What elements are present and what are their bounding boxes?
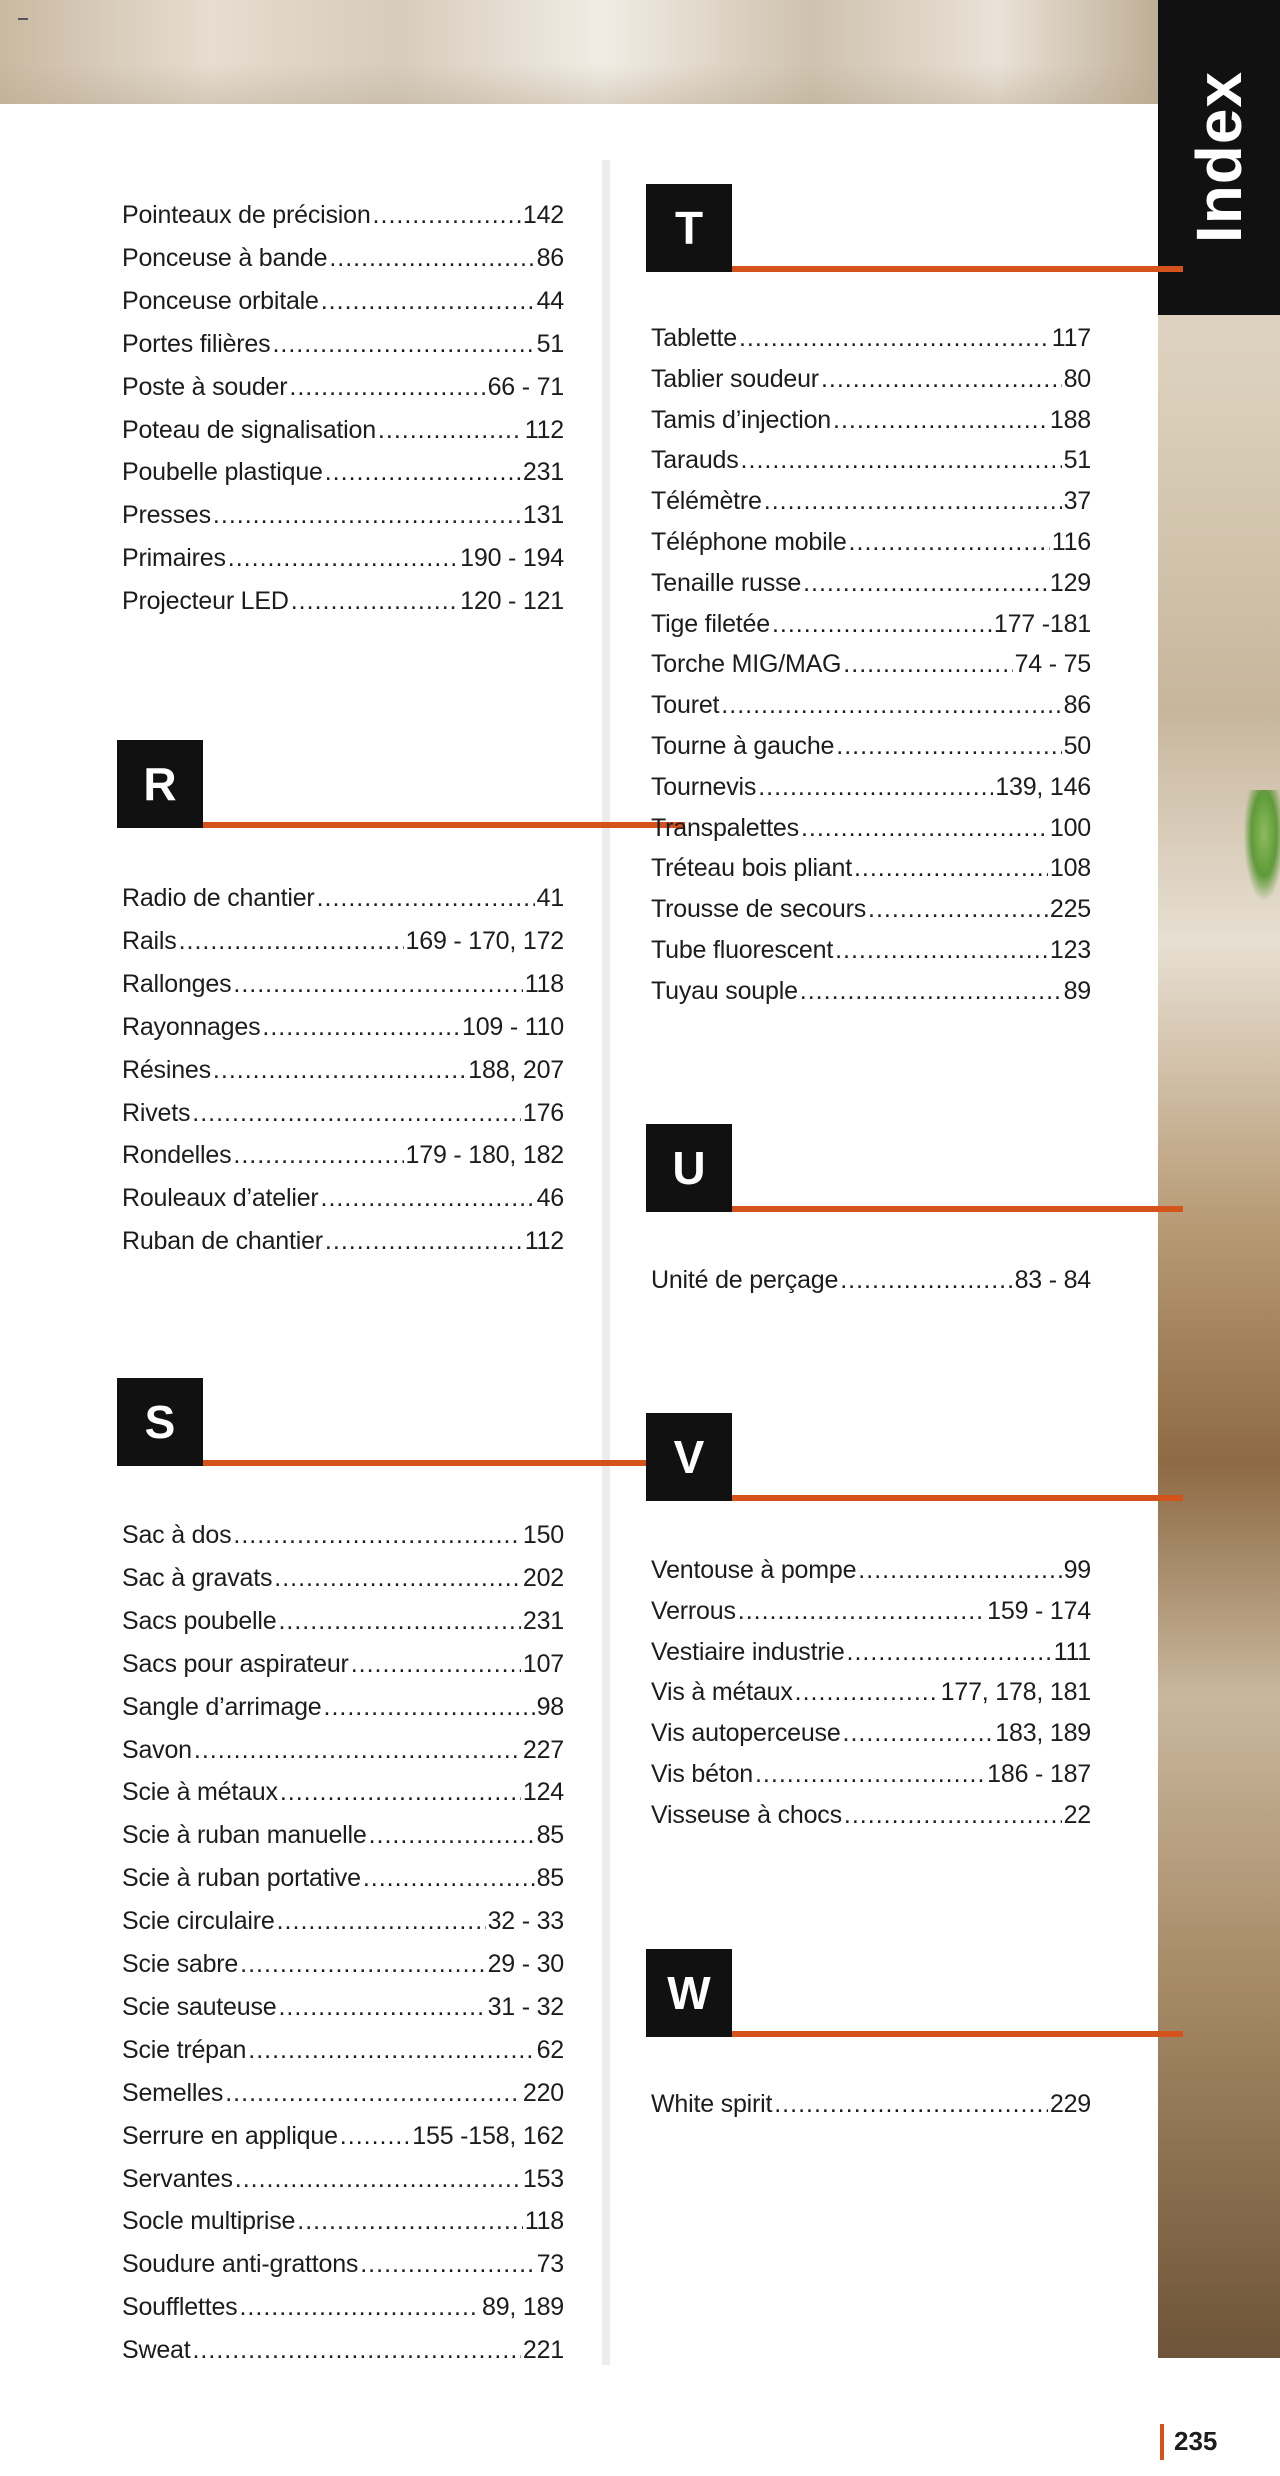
- entry-pages: 22: [1063, 1800, 1091, 1829]
- entry-term: Touret: [651, 691, 720, 720]
- dot-leader: [277, 1905, 486, 1937]
- entry-term: Sweat: [122, 2336, 191, 2365]
- index-entry: [122, 285, 564, 317]
- index-entry: [651, 1758, 1091, 1790]
- section-letter: S: [117, 1378, 203, 1466]
- entry-term: Torche MIG/MAG: [651, 650, 842, 679]
- dot-leader: [868, 893, 1048, 925]
- letter-section-header: [646, 1413, 1183, 1501]
- dot-leader: [194, 1734, 521, 1766]
- index-entry: [122, 1519, 564, 1551]
- entry-term: Scie à ruban portative: [122, 1864, 361, 1893]
- index-entry: [122, 2291, 564, 2323]
- section-letter: V: [646, 1413, 732, 1501]
- letter-section-header: [646, 1949, 1183, 2037]
- entry-term: Scie sauteuse: [122, 1992, 277, 2021]
- dot-leader: [369, 1819, 535, 1851]
- index-entry: [651, 975, 1091, 1007]
- index-entry: [651, 1676, 1091, 1708]
- entry-pages: 177 -181: [993, 609, 1091, 638]
- entry-pages: 179 - 180, 182: [405, 1141, 564, 1170]
- index-entry: [122, 1905, 564, 1937]
- index-entry: [651, 1554, 1091, 1586]
- index-entry: [122, 1011, 564, 1043]
- column-divider: [602, 160, 610, 2365]
- entry-pages: 86: [536, 243, 564, 272]
- entry-term: Tube fluorescent: [651, 936, 834, 964]
- dot-leader: [179, 925, 404, 957]
- entry-pages: 50: [1063, 732, 1091, 760]
- dot-leader: [213, 499, 521, 531]
- index-entry: [122, 542, 564, 574]
- entry-pages: 177, 178, 181: [940, 1678, 1091, 1707]
- dot-leader: [758, 771, 993, 803]
- entry-pages: 231: [522, 458, 564, 487]
- dot-leader: [240, 1948, 485, 1980]
- dot-leader: [844, 1799, 1062, 1831]
- index-entry: [651, 1717, 1091, 1749]
- entry-term: Scie trépan: [122, 2035, 247, 2064]
- letter-section-header: [117, 740, 685, 828]
- dot-leader: [373, 199, 521, 231]
- index-entry: [651, 363, 1091, 395]
- index-entry: [651, 852, 1091, 884]
- dot-leader: [363, 1862, 535, 1894]
- entry-term: Soudure anti-grattons: [122, 2250, 359, 2279]
- entry-term: Ventouse à pompe: [651, 1556, 857, 1584]
- index-entry: [122, 585, 564, 617]
- index-entry: [122, 2077, 564, 2109]
- entry-pages: 85: [536, 1864, 564, 1893]
- dot-leader: [213, 1054, 466, 1086]
- dot-leader: [248, 2034, 534, 2066]
- entry-pages: 51: [1063, 446, 1091, 475]
- entry-pages: 112: [524, 1227, 564, 1256]
- index-entry: [651, 648, 1091, 680]
- entry-term: Rails: [122, 926, 177, 955]
- entry-term: Rivets: [122, 1098, 191, 1127]
- index-entry: [651, 608, 1091, 640]
- index-entry: [122, 1776, 564, 1808]
- entry-pages: 202: [522, 1563, 564, 1592]
- index-entry: [651, 1636, 1091, 1668]
- section-rule: [203, 1460, 685, 1466]
- dot-leader: [800, 975, 1062, 1007]
- entry-term: Scie à ruban manuelle: [122, 1821, 367, 1850]
- entry-term: Primaires: [122, 544, 226, 573]
- dot-leader: [774, 2088, 1048, 2120]
- index-entry: [122, 1819, 564, 1851]
- entry-pages: 129: [1049, 568, 1091, 597]
- index-entry: [122, 414, 564, 446]
- entry-pages: 98: [536, 1692, 564, 1721]
- entry-pages: 221: [522, 2336, 564, 2365]
- dot-leader: [378, 414, 523, 446]
- entry-term: Vis à métaux: [651, 1678, 793, 1707]
- entry-term: Soufflettes: [122, 2293, 238, 2322]
- index-entry: [651, 485, 1091, 517]
- section-letter: U: [646, 1124, 732, 1212]
- entry-pages: 32 - 33: [487, 1907, 564, 1936]
- dot-leader: [858, 1554, 1061, 1586]
- index-entry: [651, 771, 1091, 803]
- entry-pages: 117: [1051, 324, 1091, 352]
- section-letter: T: [646, 184, 732, 272]
- entry-term: Socle multiprise: [122, 2207, 296, 2236]
- dot-leader: [225, 2077, 521, 2109]
- index-entry: [122, 456, 564, 488]
- entry-pages: 112: [524, 415, 564, 444]
- entry-term: Ponceuse orbitale: [122, 286, 319, 315]
- entry-pages: 176: [522, 1098, 564, 1127]
- index-entry: [122, 2163, 564, 2195]
- entry-term: Tournevis: [651, 772, 757, 801]
- entry-term: Unité de perçage: [651, 1266, 839, 1294]
- entry-pages: 107: [522, 1649, 564, 1678]
- entry-term: Tarauds: [651, 446, 739, 475]
- entry-pages: 159 - 174: [987, 1596, 1091, 1625]
- entry-term: Rondelles: [122, 1141, 232, 1170]
- entry-pages: 46: [536, 1184, 564, 1213]
- entry-term: Sac à gravats: [122, 1563, 273, 1592]
- entry-pages: 229: [1049, 2090, 1091, 2118]
- section-letter: R: [117, 740, 203, 828]
- entry-pages: 73: [536, 2250, 564, 2279]
- dot-leader: [772, 608, 992, 640]
- dot-leader: [840, 1264, 1012, 1296]
- entry-term: Tablette: [651, 324, 737, 352]
- index-entry: [651, 689, 1091, 721]
- index-entry: [122, 968, 564, 1000]
- dot-leader: [274, 1562, 521, 1594]
- index-entry: [651, 1799, 1091, 1831]
- dot-leader: [272, 328, 534, 360]
- entry-pages: 155 -158, 162: [412, 2121, 564, 2150]
- entry-pages: 44: [536, 286, 564, 315]
- entry-pages: 89: [1063, 976, 1091, 1005]
- entry-term: Semelles: [122, 2078, 224, 2107]
- dot-leader: [329, 242, 534, 274]
- index-entry: [122, 1562, 564, 1594]
- dot-leader: [755, 1758, 985, 1790]
- index-entry: [122, 328, 564, 360]
- entry-term: Poste à souder: [122, 372, 288, 401]
- index-entry: [122, 242, 564, 274]
- entry-pages: 225: [1049, 895, 1091, 924]
- entry-term: Scie circulaire: [122, 1907, 275, 1936]
- entry-pages: 188, 207: [468, 1055, 564, 1084]
- entry-term: Rouleaux d’atelier: [122, 1184, 319, 1213]
- entry-term: Rallonges: [122, 969, 232, 998]
- index-entry: [651, 444, 1091, 476]
- section-rule: [732, 1206, 1183, 1212]
- section-rule: [732, 2031, 1183, 2037]
- entry-pages: 123: [1049, 936, 1091, 964]
- entry-pages: 124: [522, 1778, 564, 1807]
- entry-pages: 41: [536, 884, 564, 912]
- dot-leader: [233, 1519, 520, 1551]
- index-entry: [122, 1182, 564, 1214]
- entry-pages: 100: [1049, 813, 1091, 842]
- entry-term: Presses: [122, 501, 211, 530]
- dot-leader: [235, 2163, 521, 2195]
- entry-pages: 74 - 75: [1014, 650, 1091, 679]
- page-number-accent: [1160, 2424, 1164, 2460]
- entry-pages: 169 - 170, 172: [405, 926, 564, 955]
- dot-leader: [738, 1595, 985, 1627]
- entry-term: Visseuse à chocs: [651, 1800, 842, 1829]
- section-rule: [203, 822, 685, 828]
- entry-term: Vestiaire industrie: [651, 1637, 845, 1666]
- dot-leader: [849, 526, 1050, 558]
- entry-term: Sacs pour aspirateur: [122, 1649, 349, 1678]
- entry-pages: 142: [522, 201, 564, 229]
- dot-leader: [803, 567, 1048, 599]
- dot-leader: [291, 585, 458, 617]
- index-entry: [651, 2088, 1091, 2120]
- entry-pages: 89, 189: [481, 2293, 564, 2322]
- index-entry: [122, 2248, 564, 2280]
- letter-section-header: [646, 184, 1183, 272]
- dot-leader: [233, 968, 522, 1000]
- entry-term: Tuyau souple: [651, 976, 798, 1005]
- dot-leader: [833, 404, 1048, 436]
- entry-term: Poteau de signalisation: [122, 415, 376, 444]
- entry-term: Résines: [122, 1055, 211, 1084]
- entry-pages: 120 - 121: [460, 587, 564, 616]
- entry-term: Vis béton: [651, 1760, 753, 1788]
- entry-term: Trousse de secours: [651, 895, 867, 924]
- dot-leader: [297, 2205, 522, 2237]
- entry-term: Ponceuse à bande: [122, 243, 328, 272]
- entry-pages: 51: [536, 329, 564, 358]
- entry-term: Savon: [122, 1735, 192, 1764]
- entry-pages: 220: [522, 2078, 564, 2107]
- entry-term: Radio de chantier: [122, 884, 315, 912]
- dot-leader: [317, 882, 535, 914]
- index-entry: [651, 567, 1091, 599]
- index-entry: [122, 925, 564, 957]
- entry-term: Tenaille russe: [651, 568, 802, 597]
- index-title: Index: [1183, 70, 1255, 244]
- index-entry: [122, 1648, 564, 1680]
- entry-term: Poubelle plastique: [122, 458, 323, 487]
- entry-pages: 227: [522, 1735, 564, 1764]
- entry-pages: 99: [1063, 1556, 1091, 1584]
- index-entry: [122, 499, 564, 531]
- entry-term: Servantes: [122, 2164, 233, 2193]
- index-entry: [122, 1139, 564, 1171]
- entry-pages: 31 - 32: [487, 1992, 564, 2021]
- index-entry: [122, 1734, 564, 1766]
- dot-leader: [340, 2120, 411, 2152]
- entry-term: Serrure en applique: [122, 2121, 338, 2150]
- entry-term: Verrous: [651, 1596, 736, 1625]
- entry-term: Pointeaux de précision: [122, 201, 371, 229]
- dot-leader: [843, 1717, 994, 1749]
- entry-term: Téléphone mobile: [651, 528, 847, 556]
- entry-term: Tourne à gauche: [651, 732, 835, 760]
- plant-photo-detail: [1244, 790, 1280, 900]
- entry-pages: 118: [524, 969, 564, 998]
- dot-leader: [764, 485, 1062, 517]
- entry-pages: 131: [522, 501, 564, 530]
- entry-pages: 80: [1063, 364, 1091, 393]
- entry-term: Tige filetée: [651, 609, 770, 638]
- entry-term: Portes filières: [122, 329, 271, 358]
- entry-pages: 153: [522, 2164, 564, 2193]
- dot-leader: [360, 2248, 534, 2280]
- dot-leader: [801, 812, 1048, 844]
- page-number: 235: [1174, 2426, 1218, 2456]
- index-entry: [651, 1595, 1091, 1627]
- corner-mark: [18, 18, 28, 20]
- index-entry: [651, 1264, 1091, 1296]
- header-photo-band: [0, 0, 1160, 104]
- index-entry: [651, 812, 1091, 844]
- letter-section-header: [117, 1378, 685, 1466]
- dot-leader: [262, 1011, 460, 1043]
- dot-leader: [721, 689, 1061, 721]
- dot-leader: [228, 542, 458, 574]
- entry-pages: 108: [1049, 854, 1091, 883]
- dot-leader: [278, 1605, 520, 1637]
- dot-leader: [795, 1676, 939, 1708]
- dot-leader: [835, 934, 1048, 966]
- section-rule: [732, 266, 1183, 272]
- entry-pages: 190 - 194: [460, 544, 564, 573]
- index-entry: [122, 1054, 564, 1086]
- index-entry: [651, 526, 1091, 558]
- index-entry: [651, 893, 1091, 925]
- entry-pages: 118: [524, 2207, 564, 2236]
- section-rule: [732, 1495, 1183, 1501]
- index-entry: [122, 1862, 564, 1894]
- index-entry: [651, 934, 1091, 966]
- dot-leader: [836, 730, 1061, 762]
- index-entry: [122, 2034, 564, 2066]
- index-entry: [122, 882, 564, 914]
- entry-term: Ruban de chantier: [122, 1227, 323, 1256]
- entry-pages: 66 - 71: [487, 372, 564, 401]
- entry-pages: 83 - 84: [1014, 1266, 1091, 1294]
- entry-pages: 37: [1063, 487, 1091, 516]
- index-entry: [122, 1691, 564, 1723]
- index-entry: [122, 1605, 564, 1637]
- entry-term: Vis autoperceuse: [651, 1719, 841, 1748]
- index-entry: [122, 2334, 564, 2366]
- entry-pages: 85: [536, 1821, 564, 1850]
- entry-pages: 62: [536, 2035, 564, 2064]
- entry-term: Projecteur LED: [122, 587, 289, 616]
- dot-leader: [278, 1991, 485, 2023]
- section-letter: W: [646, 1949, 732, 2037]
- dot-leader: [351, 1648, 521, 1680]
- index-entry: [122, 1991, 564, 2023]
- entry-term: Télémètre: [651, 487, 762, 516]
- index-entry: [651, 730, 1091, 762]
- entry-term: Sangle d’arrimage: [122, 1692, 322, 1721]
- dot-leader: [192, 2334, 520, 2366]
- entry-pages: 186 - 187: [987, 1760, 1091, 1788]
- entry-term: Sacs poubelle: [122, 1606, 277, 1635]
- entry-pages: 188: [1049, 405, 1091, 434]
- entry-term: Tablier soudeur: [651, 364, 819, 393]
- entry-term: Scie à métaux: [122, 1778, 278, 1807]
- entry-pages: 109 - 110: [462, 1012, 564, 1041]
- entry-pages: 29 - 30: [487, 1950, 564, 1978]
- dot-leader: [847, 1636, 1052, 1668]
- dot-leader: [821, 363, 1062, 395]
- entry-term: Tréteau bois pliant: [651, 854, 852, 883]
- index-entry: [122, 199, 564, 231]
- entry-term: Rayonnages: [122, 1012, 261, 1041]
- entry-term: Transpalettes: [651, 813, 799, 842]
- dot-leader: [739, 322, 1050, 354]
- index-entry: [122, 2205, 564, 2237]
- index-entry: [651, 322, 1091, 354]
- dot-leader: [233, 1139, 403, 1171]
- dot-leader: [325, 1225, 523, 1257]
- dot-leader: [854, 852, 1048, 884]
- dot-leader: [239, 2291, 480, 2323]
- index-entry: [122, 1097, 564, 1129]
- dot-leader: [289, 371, 485, 403]
- entry-pages: 111: [1053, 1637, 1091, 1666]
- entry-term: Sac à dos: [122, 1521, 232, 1549]
- dot-leader: [321, 285, 535, 317]
- entry-pages: 86: [1063, 691, 1091, 720]
- entry-term: Scie sabre: [122, 1950, 239, 1978]
- dot-leader: [843, 648, 1012, 680]
- dot-leader: [280, 1776, 521, 1808]
- entry-pages: 116: [1051, 528, 1091, 556]
- dot-leader: [192, 1097, 521, 1129]
- entry-pages: 231: [522, 1606, 564, 1635]
- dot-leader: [324, 1691, 535, 1723]
- dot-leader: [325, 456, 521, 488]
- index-entry: [651, 404, 1091, 436]
- index-entry: [122, 1225, 564, 1257]
- dot-leader: [741, 444, 1062, 476]
- entry-pages: 183, 189: [995, 1719, 1091, 1748]
- index-entry: [122, 1948, 564, 1980]
- entry-pages: 150: [522, 1521, 564, 1549]
- dot-leader: [321, 1182, 535, 1214]
- index-entry: [122, 371, 564, 403]
- index-entry: [122, 2120, 564, 2152]
- entry-term: White spirit: [651, 2090, 773, 2118]
- entry-pages: 139, 146: [995, 772, 1091, 801]
- letter-section-header: [646, 1124, 1183, 1212]
- entry-term: Tamis d’injection: [651, 405, 832, 434]
